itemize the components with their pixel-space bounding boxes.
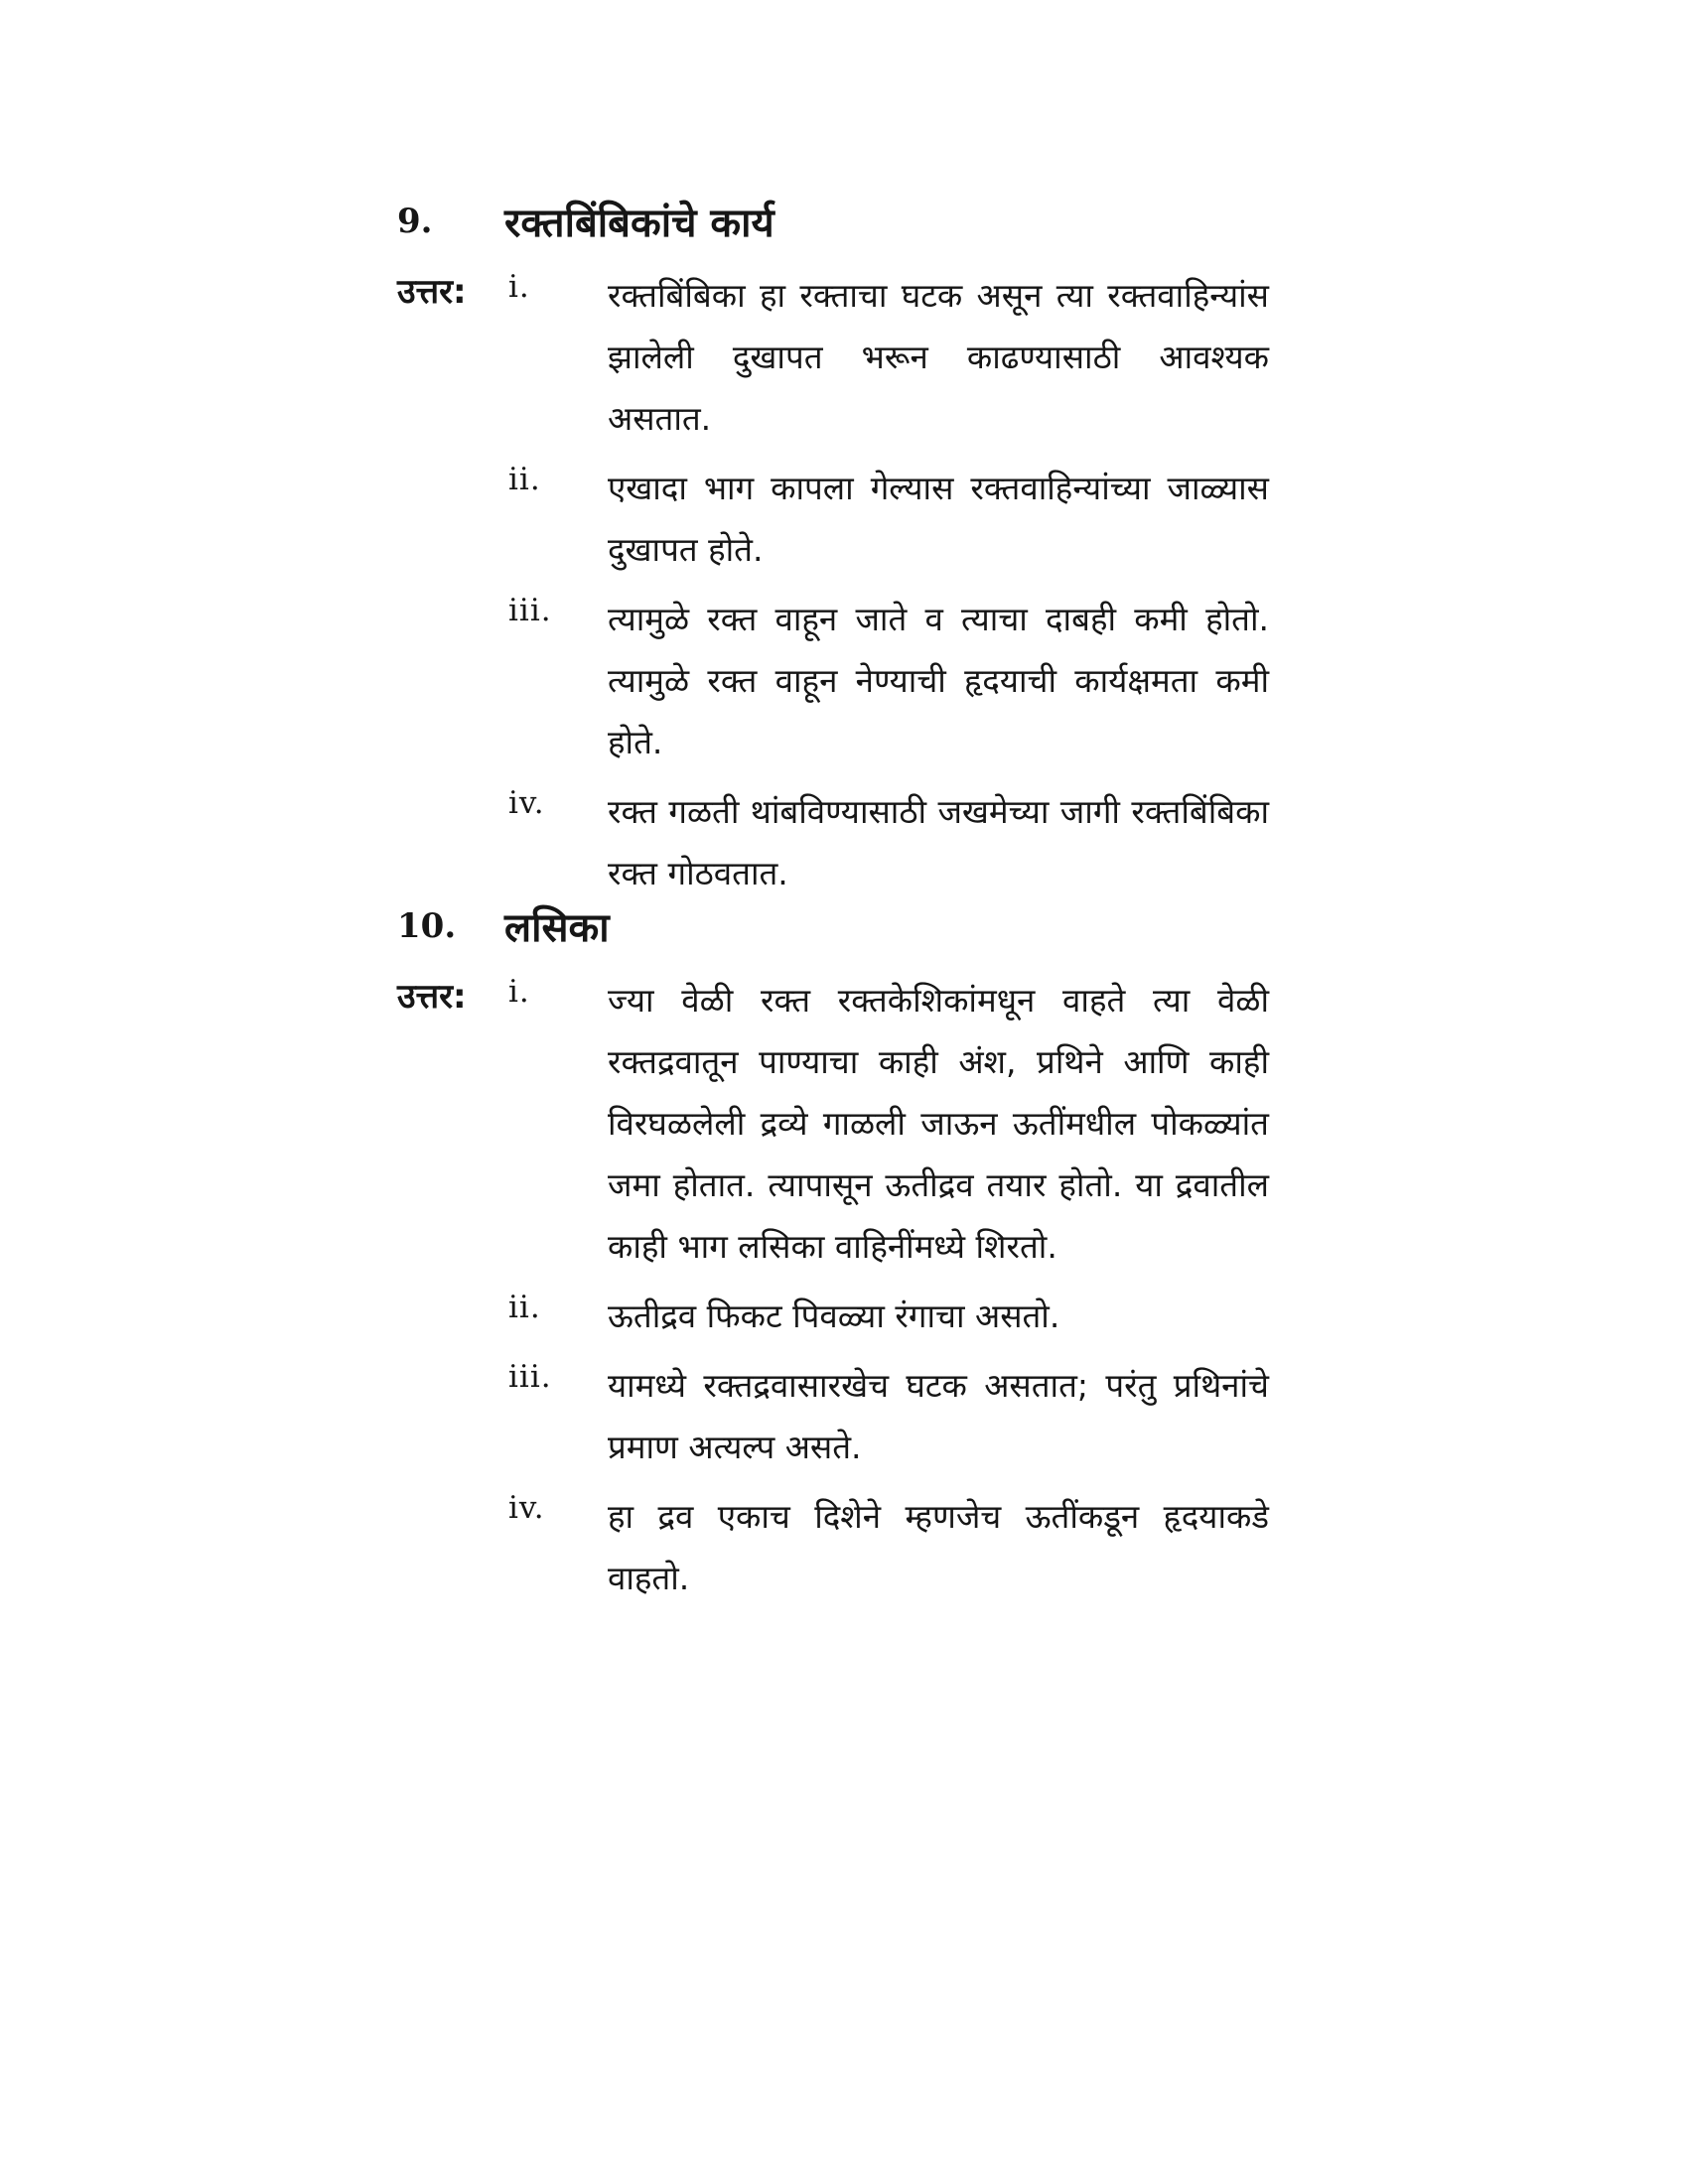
point-numeral: ii.	[508, 462, 541, 497]
point-numeral: i.	[508, 974, 530, 1010]
question-heading	[397, 194, 1271, 265]
point-numeral: i.	[508, 269, 530, 305]
question-section-10	[397, 898, 1271, 1617]
point-numeral: iv.	[508, 1490, 545, 1526]
answer-point	[397, 1286, 1271, 1347]
answer-point	[397, 458, 1271, 581]
point-numeral: iv.	[508, 785, 545, 821]
answer-label: उत्तर:	[397, 272, 467, 312]
answer-point	[397, 970, 1271, 1278]
answer-point	[397, 265, 1271, 450]
answer-block	[397, 265, 1271, 904]
question-title: लसिका	[504, 905, 610, 951]
question-section-9	[397, 194, 1271, 912]
answer-block	[397, 970, 1271, 1609]
point-text: एखादा भाग कापला गेल्यास रक्तवाहिन्यांच्या जाळ्यास दुखापत होते.	[608, 469, 1269, 569]
answer-point	[397, 781, 1271, 904]
point-text: त्यामुळे रक्त वाहून जाते व त्याचा दाबही कमी होतो. त्यामुळे रक्त वाहून नेण्याची हृदयाची कार्यक्षमता कमी होते.	[608, 600, 1269, 761]
point-numeral: iii.	[508, 593, 552, 628]
answer-point	[397, 1486, 1271, 1609]
question-title: रक्तबिंबिकांचे कार्य	[504, 201, 774, 246]
point-text: ऊतीद्रव फिकट पिवळ्या रंगाचा असतो.	[608, 1297, 1060, 1335]
question-heading	[397, 898, 1271, 970]
point-text: रक्त गळती थांबविण्यासाठी जखमेच्या जागी रक्तबिंबिका रक्त गोठवतात.	[608, 792, 1269, 892]
point-text: ज्या वेळी रक्त रक्तकेशिकांमधून वाहते त्या वेळी रक्तद्रवातून पाण्याचा काही अंश, प्रथिने आणि काही विरघळलेली द्रव्ये गाळली जाऊन ऊतींमधील पोकळ्यांत जमा होतात. त्यापासून ऊतीद्रव तयार होतो. या द्रवातील काही भाग लसिका वाहिनींमध्ये शिरतो.	[608, 981, 1269, 1266]
answer-point	[397, 589, 1271, 773]
point-text: यामध्ये रक्तद्रवासारखेच घटक असतात; परंतु प्रथिनांचे प्रमाण अत्यल्प असते.	[608, 1366, 1269, 1466]
point-text: हा द्रव एकाच दिशेने म्हणजेच ऊतींकडून हृदयाकडे वाहतो.	[608, 1497, 1269, 1597]
point-numeral: ii.	[508, 1290, 541, 1325]
question-number: 10.	[397, 906, 457, 946]
answer-point	[397, 1355, 1271, 1478]
answer-label: उत्तर:	[397, 977, 467, 1017]
question-number: 9.	[397, 202, 433, 241]
point-text: रक्तबिंबिका हा रक्ताचा घटक असून त्या रक्तवाहिन्यांस झालेली दुखापत भरून काढण्यासाठी आवश्यक असतात.	[608, 276, 1269, 438]
point-numeral: iii.	[508, 1359, 552, 1395]
